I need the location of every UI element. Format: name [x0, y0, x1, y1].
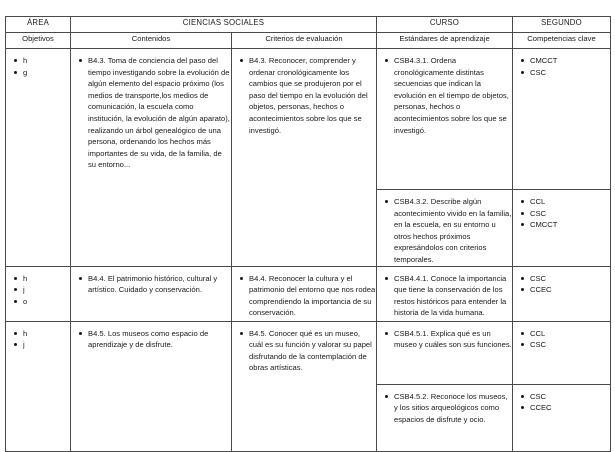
subject-title: CIENCIAS SOCIALES — [71, 17, 377, 33]
list-item: CSB4.3.2. Describe algún acontecimiento vivido en la familia, en la escuela, en su entorno u otros hechos próximos expresándolos con criterios temporales. — [385, 196, 512, 266]
list-item: CSC — [521, 208, 610, 220]
table-row — [6, 266, 611, 321]
bullet-icon — [14, 277, 17, 280]
list-item: B4.5. Conocer qué es un museo, cuál es su función y valorar su papel disfrutando de la contemplación de obras artísticas. — [240, 328, 376, 374]
bullet-icon — [521, 59, 524, 62]
bullet-icon — [521, 288, 524, 291]
list-item: h — [14, 273, 70, 285]
header-row-columns — [6, 33, 611, 49]
bullet-icon — [385, 200, 388, 203]
bullet-icon — [240, 332, 243, 335]
competencias-cell — [513, 321, 611, 384]
list-item: B4.4. El patrimonio histórico, cultural y artístico. Cuidado y conservación. — [79, 273, 231, 296]
list-item: CMCCT — [521, 55, 610, 67]
list-item: B4.3. Reconocer, comprender y ordenar cronológicamente los cambios que se produjeron por el paso del tiempo en la evolución del objetos, personas, hechos o acontecimientos sobre los que se investigó. — [240, 55, 376, 136]
criterios-cell — [232, 321, 377, 451]
bullet-icon — [240, 59, 243, 62]
col-header-contenidos: Contenidos — [71, 33, 232, 49]
bullet-icon — [14, 332, 17, 335]
table-row — [6, 49, 611, 190]
list-item: j — [14, 284, 70, 296]
curriculum-page — [5, 16, 610, 452]
bullet-icon — [521, 71, 524, 74]
criterios-cell — [232, 49, 377, 267]
bullet-icon — [79, 332, 82, 335]
header-row-area — [6, 17, 611, 33]
competencias-cell — [513, 266, 611, 321]
list-item: CSC — [521, 273, 610, 285]
bullet-icon — [14, 343, 17, 346]
estandar-cell — [377, 49, 513, 190]
objetivos-cell — [6, 266, 71, 321]
bullet-icon — [521, 395, 524, 398]
list-item: o — [14, 296, 70, 308]
list-item: CMCCT — [521, 219, 610, 231]
list-item: CSC — [521, 67, 610, 79]
col-header-criterios: Criterios de evaluación — [232, 33, 377, 49]
bullet-icon — [79, 59, 82, 62]
bullet-icon — [521, 200, 524, 203]
col-header-estandares: Estándares de aprendizaje — [377, 33, 513, 49]
course-value: SEGUNDO — [513, 17, 611, 33]
bullet-icon — [14, 300, 17, 303]
list-item: CCEC — [521, 284, 610, 296]
list-item: B4.3. Toma de conciencia del paso del tiempo investigando sobre la evolución de algún elemento del espacio próximo (los medios de transporte,los medios de comunicación, la escuela como institución, la evolución de algún aparato), realizando un árbol genealógico de una persona, ordenando los hechos más importantes de su vida, de la familia, de su entorno... — [79, 55, 231, 171]
contenidos-cell — [71, 49, 232, 267]
list-item: g — [14, 67, 70, 79]
list-item: CSC — [521, 391, 610, 403]
objetivos-cell — [6, 321, 71, 451]
list-item: CSC — [521, 339, 610, 351]
list-item: h — [14, 328, 70, 340]
contenidos-cell — [71, 321, 232, 451]
estandar-cell — [377, 190, 513, 267]
list-item: CSB4.4.1. Conoce la importancia que tiene la conservación de los restos históricos para entender la historia de la vida humana. — [385, 273, 512, 319]
bullet-icon — [385, 277, 388, 280]
table-row — [6, 321, 611, 384]
bullet-icon — [521, 343, 524, 346]
list-item: B4.5. Los museos como espacio de aprendizaje y de disfrute. — [79, 328, 231, 351]
competencias-cell — [513, 49, 611, 190]
estandar-cell — [377, 384, 513, 451]
competencias-cell — [513, 384, 611, 451]
bullet-icon — [14, 71, 17, 74]
list-item: CSB4.5.1. Explica qué es un museo y cuáles son sus funciones. — [385, 328, 512, 351]
bullet-icon — [385, 332, 388, 335]
list-item: CCL — [521, 196, 610, 208]
bullet-icon — [521, 277, 524, 280]
list-item: CSB4.5.2. Reconoce los museos, y los sitios arqueológicos como espacios de disfrute y ocio. — [385, 391, 512, 426]
bullet-icon — [521, 332, 524, 335]
competencias-cell — [513, 190, 611, 267]
bullet-icon — [240, 277, 243, 280]
col-header-competencias: Competencias clave — [513, 33, 611, 49]
list-item: B4.4. Reconocer la cultura y el patrimonio del entorno que nos rodea comprendiendo la importancia de su conservación. — [240, 273, 376, 319]
criterios-cell — [232, 266, 377, 321]
estandar-cell — [377, 321, 513, 384]
curriculum-table — [5, 16, 611, 452]
objetivos-cell — [6, 49, 71, 267]
list-item: CCL — [521, 328, 610, 340]
list-item: h — [14, 55, 70, 67]
course-label: CURSO — [377, 17, 513, 33]
list-item: CSB4.3.1. Ordena cronológicamente distintas secuencias que indican la evolución en el tiempo de objetos, personas, hechos o acontecimientos sobre los que se investigó. — [385, 55, 512, 136]
contenidos-cell — [71, 266, 232, 321]
bullet-icon — [14, 288, 17, 291]
list-item: j — [14, 339, 70, 351]
list-item: CCEC — [521, 402, 610, 414]
col-header-objetivos: Objetivos — [6, 33, 71, 49]
bullet-icon — [521, 212, 524, 215]
bullet-icon — [14, 59, 17, 62]
bullet-icon — [385, 59, 388, 62]
bullet-icon — [521, 223, 524, 226]
estandar-cell — [377, 266, 513, 321]
bullet-icon — [521, 406, 524, 409]
area-label: ÁREA — [6, 17, 71, 33]
bullet-icon — [385, 395, 388, 398]
bullet-icon — [79, 277, 82, 280]
